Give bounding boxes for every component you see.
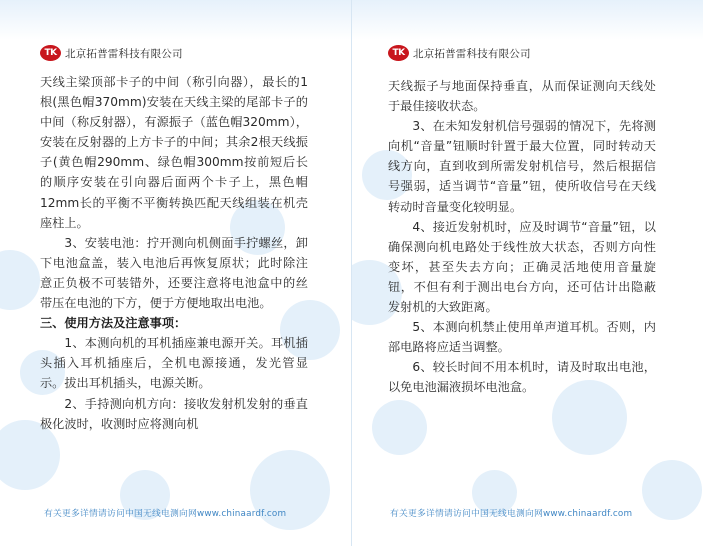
- company-logo: TK: [40, 45, 61, 61]
- paragraph: 1、本测向机的耳机插座兼电源开关。耳机插头插入耳机插座后，全机电源接通，发光管显示。拔出耳机插头，电源关断。: [40, 336, 308, 391]
- footer-link-text: 有关更多详情请访问中国无线电测向网www.chinaardf.com: [390, 509, 633, 519]
- decorative-bubble: [372, 400, 427, 455]
- paragraph: 天线振子与地面保持垂直，从而保证测向天线处于最佳接收状态。: [388, 79, 656, 114]
- page-header: [388, 43, 531, 63]
- paragraph: 3、安装电池：拧开测向机侧面手拧螺丝，卸下电池盒盖，装入电池后再恢复原状；此时除注意正负极不可装错外，还要注意将电池盒中的丝带压在电池的下方，便于方便地取出电池。: [40, 235, 308, 311]
- footer-link-text: 有关更多详情请访问中国无线电测向网www.chinaardf.com: [44, 509, 287, 519]
- paragraph: 4、接近发射机时，应及时调节“音量”钮，以确保测向机电路处于线性放大状态，否则方向性变坏，甚至失去方向；正确灵活地使用音量旋钮，不但有利于测出电台方向，还可估计出隐蔽发射机的大致距离。: [388, 219, 656, 315]
- right-page: [352, 0, 703, 546]
- body-text: [388, 76, 656, 398]
- body-text: [40, 72, 308, 434]
- page-header: [40, 43, 183, 63]
- paragraph: 6、较长时间不用本机时，请及时取出电池，以免电池漏液损坏电池盒。: [388, 360, 656, 395]
- company-name: 北京拓普雷科技有限公司: [65, 47, 183, 60]
- decorative-bubble: [0, 250, 40, 310]
- paragraph: 5、本测向机禁止使用单声道耳机。否则，内部电路将应适当调整。: [388, 320, 656, 355]
- paragraph: 天线主梁顶部卡子的中间（称引向器），最长的1根(黑色帽370mm)安装在天线主梁的尾部卡子的中间（称反射器），有源振子（蓝色帽320mm），安装在反射器的上方卡子的中间；其余2根天线振子(黄色帽290mm、绿色帽300mm按前短后长的顺序安装在引向器后面两个卡子上，黑色帽12mm长的平衡不平衡转换匹配天线组装在机壳座柱上。: [40, 75, 308, 230]
- left-page: [0, 0, 351, 546]
- section-heading: 三、使用方法及注意事项：: [40, 316, 187, 331]
- company-logo: TK: [388, 45, 409, 61]
- decorative-bubble: [642, 460, 702, 520]
- paragraph: 3、在未知发射机信号强弱的情况下，先将测向机“音量”钮顺时针置于最大位置，同时转动天线方向，直到收到所需发射机信号，然后根据信号强弱，适当调节“音量”钮，使所收信号在天线转动时音量变化较明显。: [388, 119, 656, 214]
- paragraph: 2、手持测向机方向：接收发射机发射的垂直极化波时，收测时应将测向机: [40, 396, 308, 431]
- company-name: 北京拓普雷科技有限公司: [413, 47, 531, 60]
